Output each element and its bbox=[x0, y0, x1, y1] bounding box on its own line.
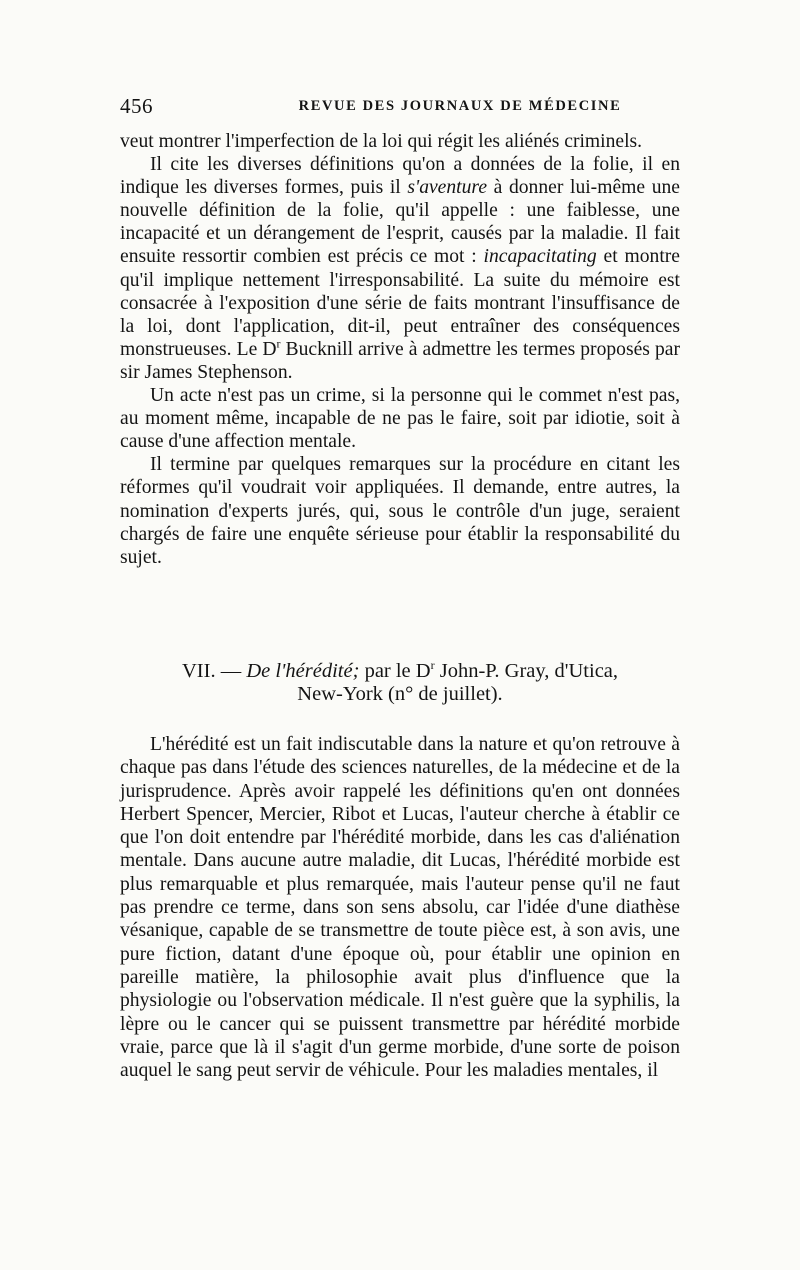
paragraph-5: L'hérédité est un fait indiscutable dans la nature et qu'on retrouve à chaque pas dans l'étude des sciences naturelles, de la médecine et de la jurisprudence. Après avoir rappelé les définitions qu'en ont données Herbert Spencer, Mercier, Ribot et Lucas, l'auteur cherche à établir ce que l'on doit entendre par l'hérédité morbide, dans les cas d'aliénation mentale. Dans aucune autre maladie, dit Lucas, l'hérédité morbide est plus remarquable et plus remarquée, mais l'auteur pense qu'il ne faut pas prendre ce terme, dans son sens absolu, car l'idée d'une diathèse vésanique, capable de se transmettre de toute pièce est, à son avis, une pure fiction, datant d'une époque où, pour établir une opinion en pareille matière, la philosophie avait plus d'influence que la physiologie ou l'observation médicale. Il n'est guère que la syphilis, la lèpre ou le cancer qui se puissent transmettre par hérédité morbide vraie, parce que là il s'agit d'un germe morbide, d'une sorte de poison auquel le sang peut servir de véhicule. Pour les maladies mentales, il bbox=[120, 734, 680, 1082]
paragraph-1: veut montrer l'imperfection de la loi qui régit les aliénés criminels. bbox=[120, 131, 643, 152]
emphasis-incapacitating: incapacitating bbox=[483, 246, 597, 268]
section-title: De l'hérédité; bbox=[246, 660, 360, 682]
running-head: REVUE DES JOURNAUX DE MÉDECINE bbox=[298, 98, 622, 114]
body-text bbox=[120, 130, 680, 569]
page-number: 456 bbox=[120, 94, 153, 118]
paragraph-4: Il termine par quelques remarques sur la procédure en citant les réformes qu'il voudrait voir appliquées. Il demande, entre autres, la nomination d'experts jurés, qui, sous le contrôle d'un juge, seraient chargés de faire une enquête sérieuse pour établir la responsabilité du sujet. bbox=[120, 454, 680, 568]
paragraph-2: Il cite les diverses définitions qu'on a données de la folie, il en indique les diverses formes, puis il s'aventure à donner lui-même une nouvelle définition de la folie, qu'il appelle : une faiblesse, une incapacité et un dérangement de l'esprit, causés par la maladie. Il fait ensuite ressortir combien est précis ce mot : incapacitating et montre qu'il implique nettement l'irresponsabilité. La suite du mémoire est consacrée à l'exposition d'une série de faits montrant l'insuffisance de la loi, dont l'application, dit-il, peut entraîner des conséquences monstrueuses. Le $D^r$ Bucknill arrive à admettre les termes proposés par sir James Stephenson. bbox=[120, 154, 681, 383]
page-header bbox=[120, 94, 680, 122]
section-heading bbox=[120, 660, 680, 706]
emphasis-saventure: s'aventure bbox=[407, 177, 488, 199]
section-body bbox=[120, 733, 680, 1082]
section-heading-line-1: VII. — De l'hérédité; par le $D^r$ John-P. Gray, d'Utica, bbox=[181, 658, 619, 682]
section-heading-line-2: New-York (n° de juillet). bbox=[297, 683, 503, 705]
paragraph-3: Un acte n'est pas un crime, si la personne qui le commet n'est pas, au moment même, incapable de ne pas le faire, soit par idiotie, soit à cause d'une affection mentale. bbox=[120, 385, 680, 453]
